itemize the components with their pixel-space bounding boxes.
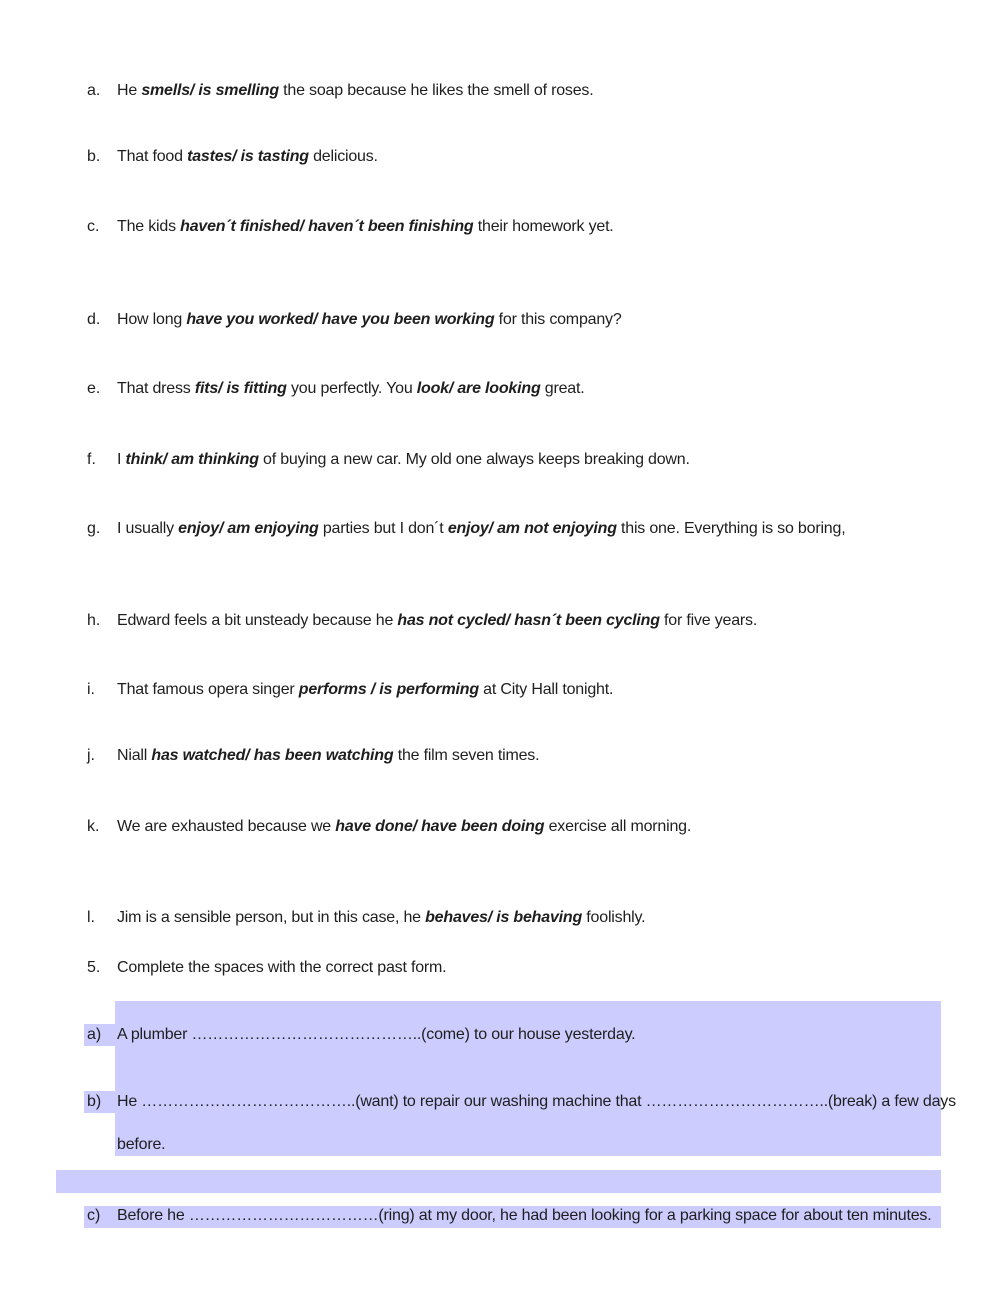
item-label: a) [87, 1026, 102, 1043]
item-label: g. [87, 520, 101, 537]
item-sentence: Edward feels a bit unsteady because he has not cycled/ hasn´t been cycling for five years. [117, 612, 758, 629]
item-label: a. [87, 82, 101, 99]
exercise-number: 5. [87, 959, 101, 976]
verb-choice[interactable]: enjoy/ am not enjoying [447, 520, 617, 537]
item-label: f. [87, 451, 96, 468]
exercise-instructions: Complete the spaces with the correct past form. [117, 959, 447, 976]
item-sentence: That famous opera singer performs / is performing at City Hall tonight. [117, 681, 614, 698]
item-label: b) [87, 1093, 102, 1110]
item-label: i. [87, 681, 95, 698]
item-sentence: We are exhausted because we have done/ have been doing exercise all morning. [117, 818, 692, 835]
verb-choice[interactable]: look/ are looking [416, 380, 541, 397]
item-sentence: I usually enjoy/ am enjoying parties but I don´t enjoy/ am not enjoying this one. Everything is so boring, [117, 520, 846, 537]
item-sentence: How long have you worked/ have you been working for this company? [117, 311, 622, 328]
gap-sentence-continuation: before. [117, 1136, 166, 1153]
item-label: d. [87, 311, 101, 328]
item-sentence: Niall has watched/ has been watching the film seven times. [117, 747, 540, 764]
item-sentence: I think/ am thinking of buying a new car. My old one always keeps breaking down. [117, 451, 690, 468]
verb-choice[interactable]: behaves/ is behaving [425, 909, 583, 926]
item-label: c) [87, 1207, 101, 1224]
item-sentence: Jim is a sensible person, but in this case, he behaves/ is behaving foolishly. [117, 909, 646, 926]
verb-choice[interactable]: have done/ have been doing [335, 818, 545, 835]
item-label: j. [87, 747, 95, 764]
verb-choice[interactable]: has not cycled/ hasn´t been cycling [397, 612, 660, 629]
verb-choice[interactable]: performs / is performing [298, 681, 479, 698]
item-label: l. [87, 909, 95, 926]
item-label: b. [87, 148, 101, 165]
verb-choice[interactable]: enjoy/ am enjoying [178, 520, 319, 537]
verb-choice[interactable]: haven´t finished/ haven´t been finishing [180, 218, 474, 235]
verb-choice[interactable]: fits/ is fitting [194, 380, 287, 397]
item-sentence: The kids haven´t finished/ haven´t been finishing their homework yet. [117, 218, 614, 235]
verb-choice[interactable]: think/ am thinking [125, 451, 259, 468]
gap-sentence[interactable]: Before he ………………………………(ring) at my door, he had been looking for a parking space for about ten minutes. [117, 1207, 932, 1224]
gap-sentence[interactable]: A plumber ……………………………………..(come) to our house yesterday. [117, 1026, 636, 1043]
verb-choice[interactable]: smells/ is smelling [141, 82, 279, 99]
item-sentence: He smells/ is smelling the soap because he likes the smell of roses. [117, 82, 594, 99]
item-label: h. [87, 612, 101, 629]
verb-choice[interactable]: tastes/ is tasting [187, 148, 309, 165]
item-sentence: That food tastes/ is tasting delicious. [117, 148, 378, 165]
verb-choice[interactable]: have you worked/ have you been working [186, 311, 495, 328]
verb-choice[interactable]: has watched/ has been watching [151, 747, 394, 764]
empty-highlight-band [56, 1170, 941, 1193]
item-label: e. [87, 380, 101, 397]
item-label: k. [87, 818, 100, 835]
item-sentence: That dress fits/ is fitting you perfectly. You look/ are looking great. [117, 380, 585, 397]
item-label: c. [87, 218, 100, 235]
gap-sentence[interactable]: He …………………………………..(want) to repair our washing machine that ……………………………..(break) a few days [117, 1093, 956, 1110]
